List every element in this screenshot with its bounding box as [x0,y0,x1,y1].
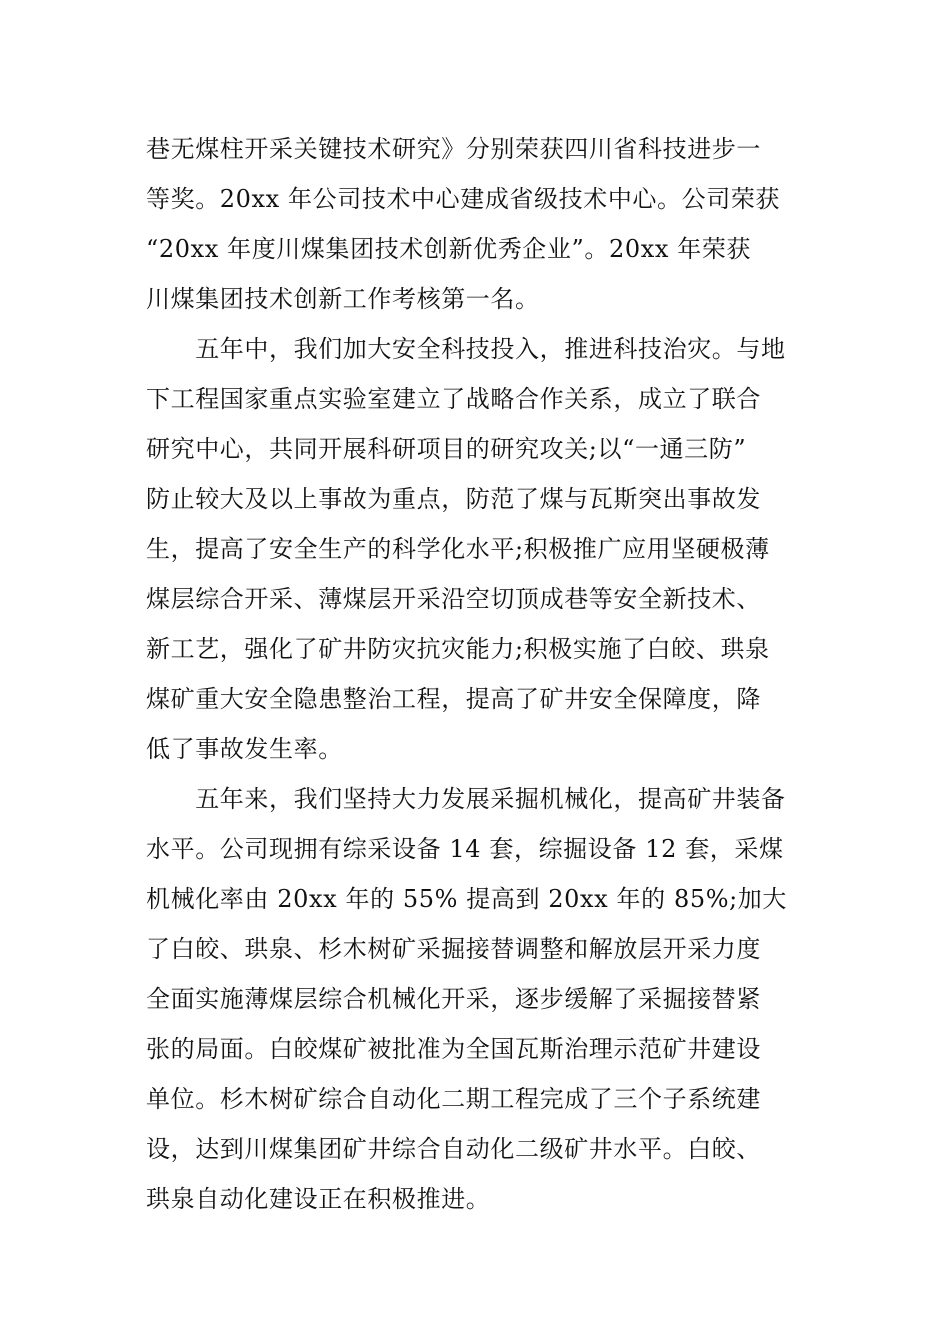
text-line: 水平。公司现拥有综采设备 14 套，综掘设备 12 套，采煤 [146,835,784,863]
text-line: 五年来，我们坚持大力发展采掘机械化，提高矿井装备 [146,785,786,813]
paragraph-2 [146,324,808,774]
text-line: 了白皎、珙泉、杉木树矿采掘接替调整和解放层开采力度 [146,935,761,963]
text-line: 低了事故发生率。 [146,735,343,763]
text-line: 巷无煤柱开采关键技术研究》分别荣获四川省科技进步一 [146,135,761,163]
text-line: 等奖。20xx 年公司技术中心建成省级技术中心。公司荣获 [146,185,781,213]
text-line: 川煤集团技术创新工作考核第一名。 [146,285,540,313]
text-line: 珙泉自动化建设正在积极推进。 [146,1185,491,1213]
text-line: 设，达到川煤集团矿井综合自动化二级矿井水平。白皎、 [146,1135,761,1163]
text-line: 机械化率由 20xx 年的 55% 提高到 20xx 年的 85%;加大 [146,885,787,913]
text-line: 张的局面。白皎煤矿被批准为全国瓦斯治理示范矿井建设 [146,1035,761,1063]
paragraph-1 [146,124,808,324]
text-line: 研究中心，共同开展科研项目的研究攻关;以“一通三防” [146,435,747,463]
text-line: 防止较大及以上事故为重点，防范了煤与瓦斯突出事故发 [146,485,761,513]
text-line: 生，提高了安全生产的科学化水平;积极推广应用坚硬极薄 [146,535,770,563]
text-line: 下工程国家重点实验室建立了战略合作关系，成立了联合 [146,385,761,413]
text-line: 单位。杉木树矿综合自动化二期工程完成了三个子系统建 [146,1085,761,1113]
text-line: 五年中，我们加大安全科技投入，推进科技治灾。与地 [146,335,786,363]
text-line: “20xx 年度川煤集团技术创新优秀企业”。20xx 年荣获 [146,235,752,263]
document-body [146,124,808,1224]
text-line: 全面实施薄煤层综合机械化开采，逐步缓解了采掘接替紧 [146,985,761,1013]
paragraph-3 [146,774,808,1224]
text-line: 煤矿重大安全隐患整治工程，提高了矿井安全保障度，降 [146,685,761,713]
text-line: 煤层综合开采、薄煤层开采沿空切顶成巷等安全新技术、 [146,585,761,613]
text-line: 新工艺，强化了矿井防灾抗灾能力;积极实施了白皎、珙泉 [146,635,770,663]
